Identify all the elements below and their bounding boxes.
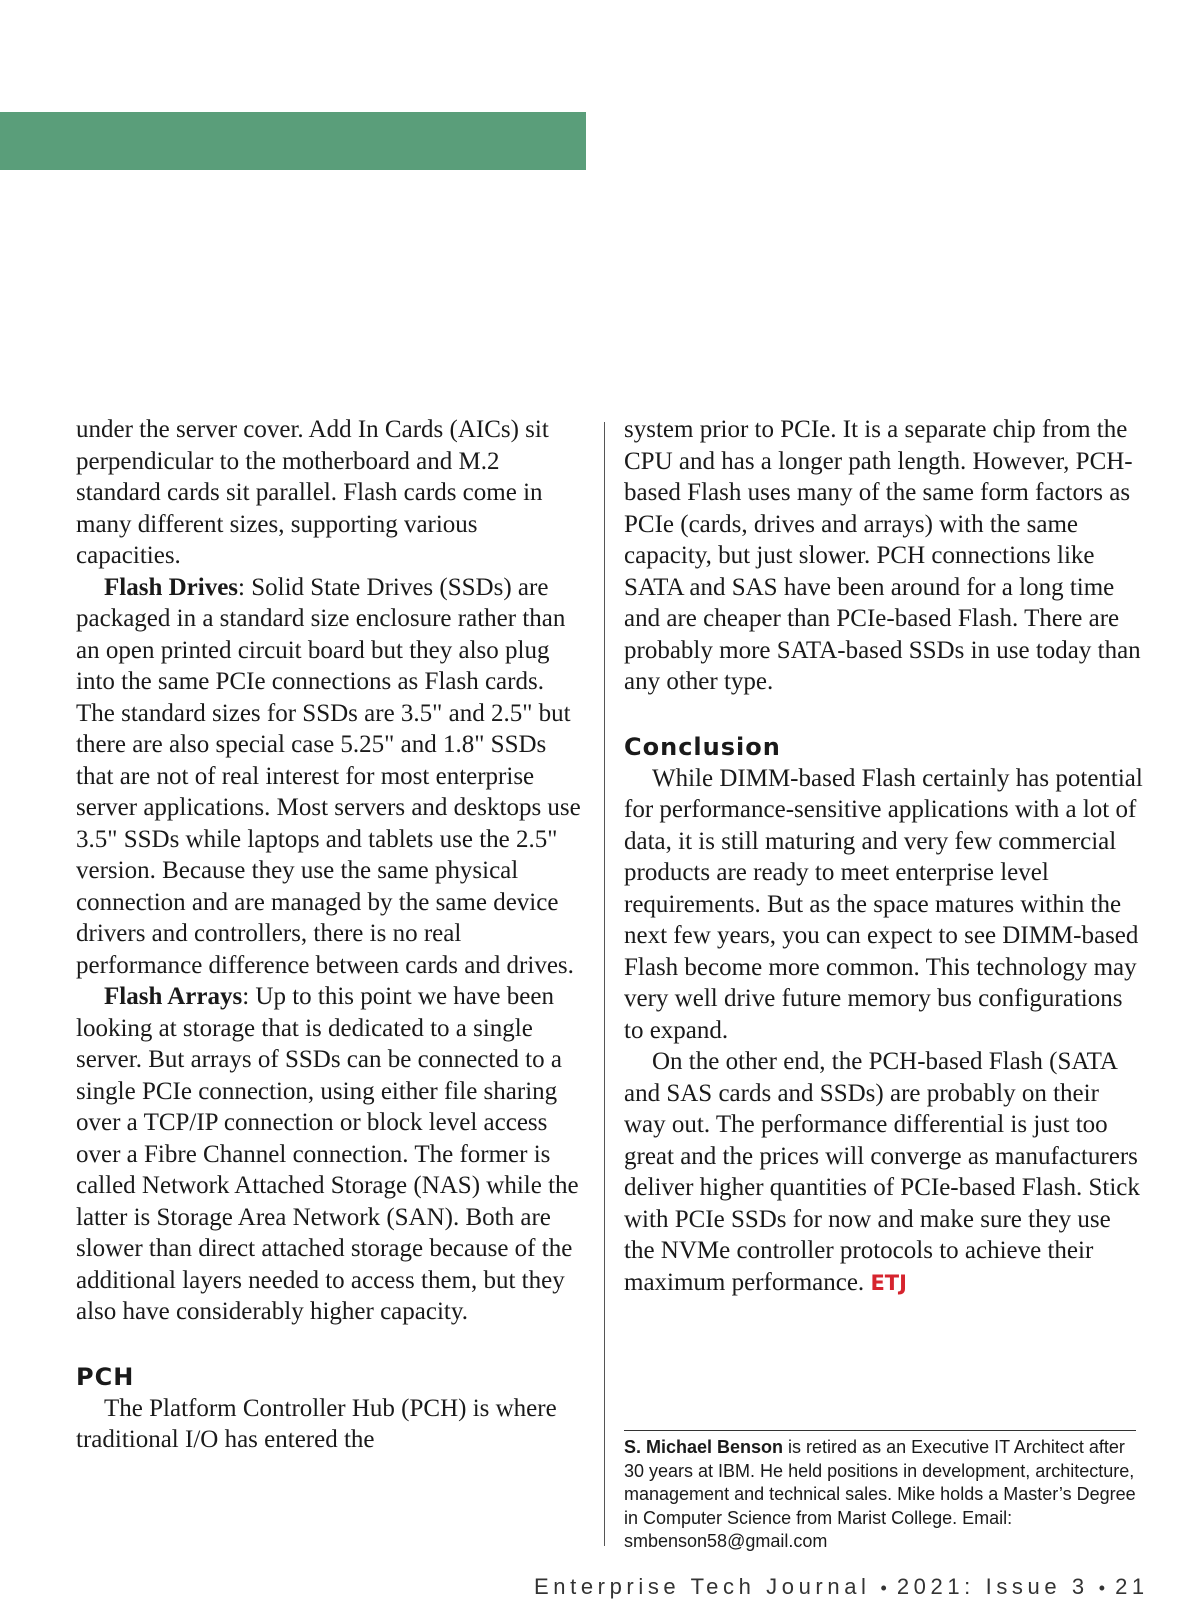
left-paragraph-1: under the server cover. Add In Cards (AICs) sit perpendicular to the motherboard and M.2 standard cards sit parallel. Flash cards come in many different sizes, supporting various capacities. [76,416,549,569]
conclusion-2-text: On the other end, the PCH-based Flash (SATA and SAS cards and SSDs) are probably on their way out. The performance differential is just too great and the prices will converge as manufacturers deliver higher quantities of PCIe-based Flash. Stick with PCIe SSDs for now and make sure they use the NVMe controller protocols to achieve their maximum performance. [624,1048,1140,1296]
flash-arrays-lead: Flash Arrays [104,983,243,1010]
footer-page-number: 21 [1115,1574,1149,1599]
right-column [624,414,1144,1299]
left-column [76,414,586,1456]
flash-drives-lead: Flash Drives [104,573,239,601]
bio-divider [624,1430,1136,1431]
section-heading-pch: PCH [76,1362,135,1391]
column-divider [604,422,605,1546]
right-paragraph-1: system prior to PCIe. It is a separate chip from the CPU and has a longer path length. However, PCH-based Flash uses many of the same form factors as PCIe (cards, drives and arrays) with the same capacity, but just slower. PCH connections like SATA and SAS have been around for a long time and are cheaper than PCIe-based Flash. There are probably more SATA-based SSDs in use today than any other type. [624,416,1141,695]
section-heading-conclusion: Conclusion [624,732,781,761]
author-name: S. Michael Benson [624,1437,784,1457]
footer-publication: Enterprise Tech Journal [534,1574,871,1599]
author-bio-text: is retired as an Executive IT Architect after 30 years at IBM. He held positions in development, architecture, management and technical sales. Mike holds a Master’s Degree in Computer Science from Marist College. Email: smbenson58@gmail.com [624,1437,1136,1551]
footer-separator-2: • [1098,1578,1106,1598]
footer-issue: 2021: Issue 3 [896,1574,1089,1599]
flash-drives-body: : Solid State Drives (SSDs) are packaged in a standard size enclosure rather than an open printed circuit board but they also plug into the same PCIe connections as Flash cards. The standard sizes for SSDs are 3.5" and 2.5" but there are also special case 5.25" and 1.8" SSDs that are not of real interest for most enterprise server applications. Most servers and desktops use 3.5" SSDs while laptops and tablets use the 2.5" version. Because they use the same physical connection and are managed by the same device drivers and controllers, there is no real performance difference between cards and drives. [76,573,581,979]
left-paragraph-pch: The Platform Controller Hub (PCH) is where traditional I/O has entered the [76,1394,557,1453]
author-bio [624,1436,1148,1554]
etj-end-mark: ETJ [870,1270,907,1295]
footer-separator-1: • [880,1578,887,1598]
header-color-band [0,112,586,170]
page-footer [534,1574,1149,1600]
flash-arrays-body: : Up to this point we have been looking at storage that is dedicated to a single server. But arrays of SSDs can be connected to a single PCIe connection, using either file sharing over a TCP/IP connection or block level access over a Fibre Channel connection. The former is called Network Attached Storage (NAS) while the latter is Storage Area Network (SAN). Both are slower than direct attached storage because of the additional layers needed to access them, but they also have considerably higher capacity. [76,983,579,1325]
left-paragraph-flash-arrays [76,981,586,1328]
right-paragraph-conclusion-2 [624,1046,1144,1299]
left-paragraph-flash-drives [76,572,586,982]
right-paragraph-conclusion-1: While DIMM-based Flash certainly has potential for performance-sensitive applications with a lot of data, it is still maturing and very few commercial products are ready to meet enterprise level requirements. But as the space matures within the next few years, you can expect to see DIMM-based Flash become more common. This technology may very well drive future memory bus configurations to expand. [624,764,1143,1044]
